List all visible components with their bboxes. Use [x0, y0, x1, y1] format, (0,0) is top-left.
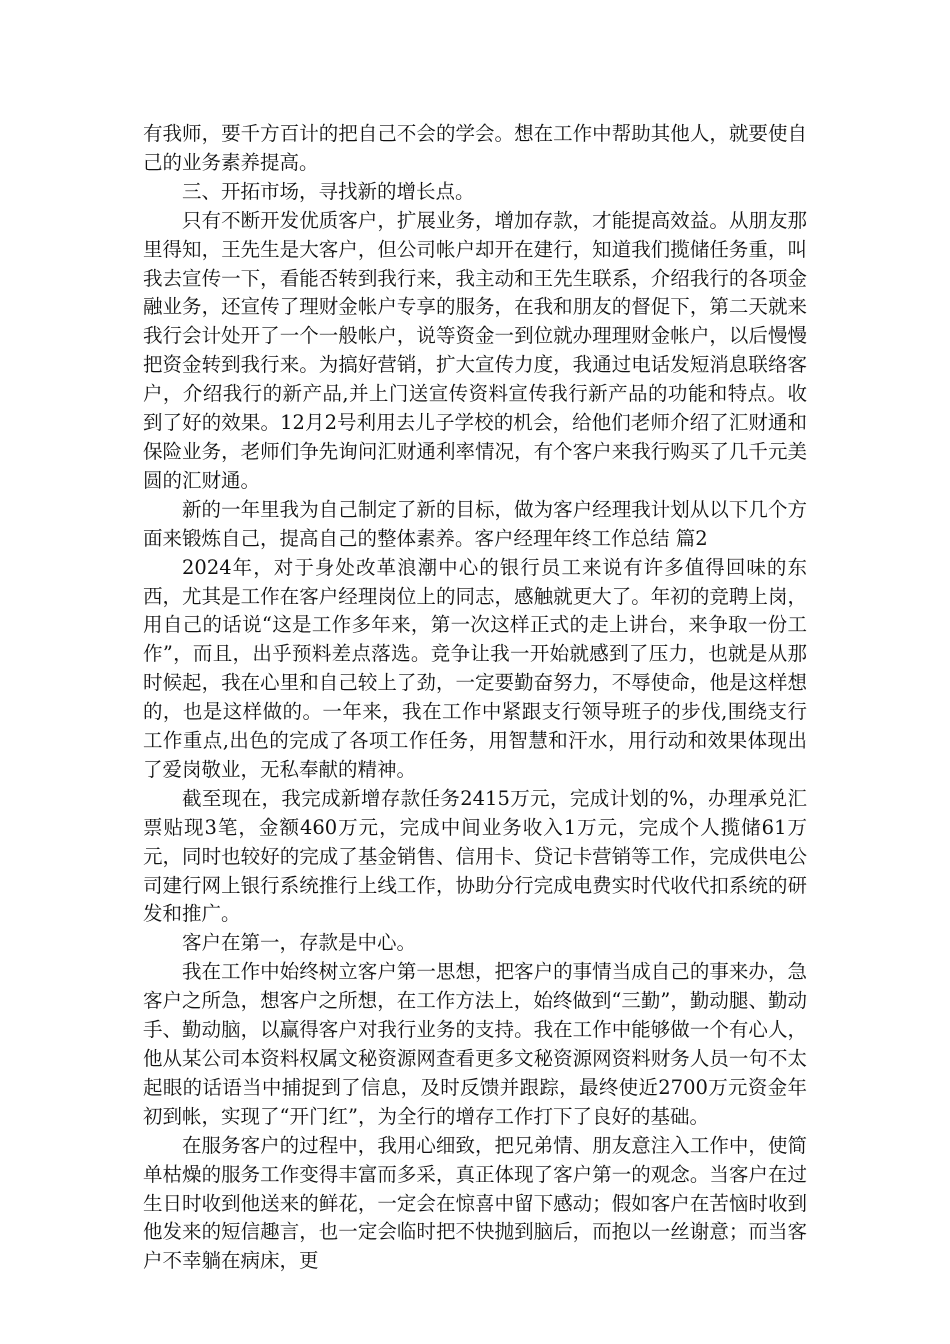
paragraph: 只有不断开发优质客户，扩展业务，增加存款，才能提高效益。从朋友那里得知，王先生是大客户，但公司帐户却开在建行，知道我们揽储任务重，叫我去宣传一下，看能否转到我行来，我主动和王先生联系，介绍我行的各项金融业务，还宣传了理财金帐户专享的服务，在我和朋友的督促下，第二天就来我行会计处开了一个一般帐户，说等资金一到位就办理理财金帐户，以后慢慢把资金转到我行来。为搞好营销，扩大宣传力度，我通过电话发短消息联络客户，介绍我行的新产品,并上门送宣传资料宣传我行新产品的功能和特点。收到了好的效果。12月2号利用去儿子学校的机会，给他们老师介绍了汇财通和保险业务，老师们争先询问汇财通利率情况，有个客户来我行购买了几千元美圆的汇财通。: [143, 208, 807, 492]
paragraph: 新的一年里我为自己制定了新的目标，做为客户经理我计划从以下几个方面来锻炼自己，提高自己的整体素养。客户经理年终工作总结 篇2: [143, 497, 807, 550]
paragraph: 有我师，要千方百计的把自己不会的学会。想在工作中帮助其他人，就要使自己的业务素养提高。: [143, 122, 807, 174]
paragraph: 截至现在，我完成新增存款任务2415万元，完成计划的%，办理承兑汇票贴现3笔，金额460万元，完成中间业务收入1万元，完成个人揽储61万元，同时也较好的完成了基金销售、信用卡、贷记卡营销等工作，完成供电公司建行网上银行系统推行上线工作，协助分行完成电费实时代收代扣系统的研发和推广。: [143, 786, 807, 926]
document-page: [143, 120, 807, 1276]
paragraph: 在服务客户的过程中，我用心细致，把兄弟情、朋友意注入工作中，使简单枯燥的服务工作变得丰富而多采，真正体现了客户第一的观念。当客户在过生日时收到他送来的鲜花，一定会在惊喜中留下感动；假如客户在苦恼时收到他发来的短信趣言，也一定会临时把不快抛到脑后，而抱以一丝谢意；而当客户不幸躺在病床，更: [143, 1133, 807, 1273]
section-heading: 三、开拓市场，寻找新的增长点。: [182, 179, 475, 203]
section-heading: 客户在第一，存款是中心。: [182, 931, 417, 955]
paragraph: 2024年，对于身处改革浪潮中心的银行员工来说有许多值得回味的东西，尤其是工作在客户经理岗位上的同志，感触就更大了。年初的竞聘上岗，用自己的话说“这是工作多年来，第一次这样正式的走上讲台，来争取一份工作”，而且，出乎预料差点落选。竞争让我一开始就感到了压力，也就是从那时候起，我在心里和自己较上了劲，一定要勤奋努力，不辱使命，他是这样想的，也是这样做的。一年来，我在工作中紧跟支行领导班子的步伐,围绕支行工作重点,出色的完成了各项工作任务，用智慧和汗水，用行动和效果体现出了爱岗敬业，无私奉献的精神。: [143, 555, 807, 781]
paragraph: 我在工作中始终树立客户第一思想，把客户的事情当成自己的事来办，急客户之所急，想客户之所想，在工作方法上，始终做到“三勤”，勤动腿、勤动手、勤动脑，以赢得客户对我行业务的支持。我在工作中能够做一个有心人，他从某公司本资料权属文秘资源网查看更多文秘资源网资料财务人员一句不太起眼的话语当中捕捉到了信息，及时反馈并跟踪，最终使近2700万元资金年初到帐，实现了“开门红”，为全行的增存工作打下了良好的基础。: [143, 960, 807, 1128]
